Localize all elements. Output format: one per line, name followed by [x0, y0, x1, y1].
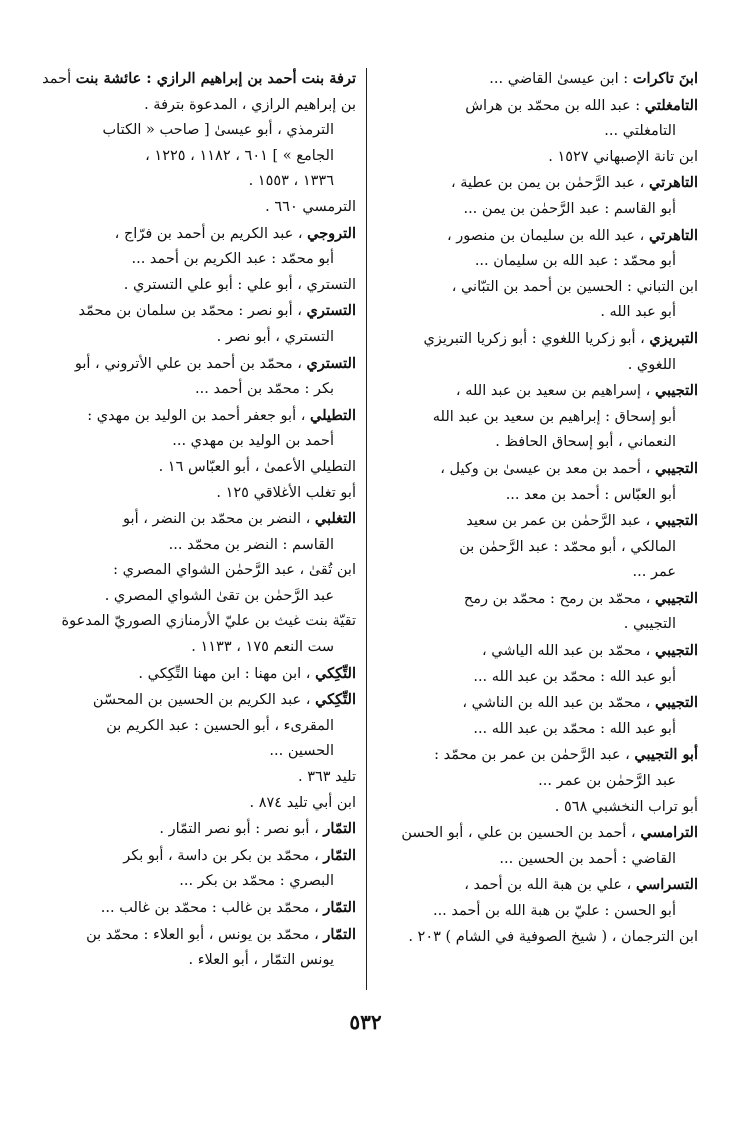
entry-text: ، محمّد بن أحمد بن علي الأتروني ، أبو: [74, 355, 302, 372]
entry-text: ، عبد الله بن سليمان بن منصور ،: [446, 227, 645, 244]
index-entry: [30, 195, 356, 221]
entry-heading: التاهرتي: [648, 174, 698, 192]
index-entry: [30, 558, 356, 609]
index-entry: [30, 298, 356, 350]
index-entry: [380, 326, 698, 378]
entry-heading: التطيلي: [310, 406, 356, 424]
entry-text: ، أبو نصر : محمّد بن سلمان بن محمّد: [78, 303, 302, 320]
entry-continuation: أبو عبد الله .: [600, 304, 676, 321]
index-entry: [30, 481, 356, 507]
column-divider: [366, 68, 367, 990]
index-entry: [30, 506, 356, 558]
entry-heading: الترامسي: [640, 824, 698, 842]
entry-text: الترمسي ٦٦٠ .: [265, 198, 356, 215]
entry-text: ، محمّد بن غالب : محمّد بن غالب ...: [100, 900, 319, 916]
entry-text: ، أبو نصر : أبو نصر التمّار .: [159, 821, 319, 838]
entry-heading: ترفة بنت أحمد بن إبراهيم الرازي : عائشة بنت: [75, 70, 356, 87]
entry-text: ، محمّد بن يونس ، أبو العلاء : محمّد بن: [86, 926, 319, 943]
entry-continuation: القاضي : أحمد بن الحسين ...: [499, 850, 676, 867]
entry-text: ، عبد الكريم بن أحمد بن فرّاج ،: [114, 225, 303, 242]
index-entry: [30, 843, 356, 895]
index-entry: [30, 609, 356, 660]
entry-heading: التستري: [306, 302, 356, 320]
entry-text: أحمد بن إبراهيم الرازي ، المدعوة بترفة .: [42, 71, 356, 113]
entry-text: ، عبد الرَّحمٰن بن يمن بن عطية ،: [450, 175, 645, 192]
index-entry: [30, 922, 356, 974]
index-entry: [380, 275, 698, 326]
entry-heading: التمّار: [323, 846, 356, 864]
index-entry: [30, 765, 356, 791]
entry-text: ، عبد الكريم بن الحسين بن المحسّن: [92, 692, 311, 709]
index-entry: [30, 351, 356, 403]
entry-text: تليد ٣٦٣ .: [297, 769, 356, 786]
page-number: ٥٣٢: [349, 1010, 382, 1034]
entry-heading: التجيبي: [654, 642, 698, 660]
entry-heading: التجيبي: [654, 459, 698, 477]
entry-text: التستري ، أبو علي : أبو علي التستري .: [123, 276, 356, 293]
entry-continuation: عمر ...: [632, 564, 676, 581]
index-entry: [30, 661, 356, 688]
index-entry: [380, 820, 698, 872]
entry-continuation: بكر : محمّد بن أحمد ...: [195, 381, 334, 398]
entry-heading: التجيبي: [654, 589, 698, 607]
index-entry: [30, 66, 356, 195]
entry-heading: التسراسي: [635, 876, 698, 894]
entry-continuation: أبو القاسم : عبد الرَّحمٰن بن يمن ...: [463, 200, 676, 217]
entry-heading: التجيبي: [654, 512, 698, 530]
entry-continuation: أحمد بن الوليد بن مهدي ...: [172, 433, 334, 450]
entry-text: ، علي بن هبة الله بن أحمد ،: [464, 877, 632, 894]
entry-text: ابن أبي تليد ٨٧٤ .: [249, 794, 356, 811]
entry-continuation: النعماني ، أبو إسحاق الحافظ .: [495, 434, 676, 451]
left-column: [30, 66, 356, 974]
entry-text: ، النضر بن محمّد بن النضر ، أبو: [123, 511, 311, 528]
index-entry: [380, 508, 698, 586]
entry-text: : عبد الله بن محمّد بن هراش: [465, 97, 641, 114]
index-entry: [380, 690, 698, 742]
entry-text: ابن الترجمان ، ( شيخ الصوفية في الشام ) ٢٠٣ .: [408, 928, 698, 945]
entry-heading: التاهرتي: [648, 226, 698, 244]
entry-heading: التجيبي: [654, 694, 698, 712]
entry-continuation: أبو عبد الله : محمّد بن عبد الله ...: [473, 720, 676, 737]
index-entry: [30, 403, 356, 455]
entry-text: أبو تغلب الأغلاقي ١٢٥ .: [216, 484, 356, 501]
entry-text: ، أبو جعفر أحمد بن الوليد بن مهدي :: [87, 407, 306, 424]
index-entry: [380, 145, 698, 171]
entry-continuation: أبو العبّاس : أحمد بن معد ...: [505, 486, 676, 503]
entry-text: : ابن عيسىٰ القاضي ...: [489, 71, 629, 87]
entry-continuation: أبو عبد الله : محمّد بن عبد الله ...: [473, 668, 676, 685]
entry-text: ، محمّد بن رمح : محمّد بن رمح: [463, 590, 651, 607]
entry-heading: التستري: [306, 354, 356, 372]
entry-heading: التمّار: [323, 925, 356, 943]
entry-text: ، أبو زكريا اللغوي : أبو زكريا التبريزي: [423, 330, 645, 347]
entry-continuation: الجامع » ] ٦٠١ ، ١١٨٢ ، ١٢٢٥ ،: [145, 147, 334, 164]
index-entry: [30, 273, 356, 299]
entry-text: ، عبد الرَّحمٰن بن عمر بن محمّد :: [434, 747, 630, 764]
entry-heading: التمّار: [323, 899, 356, 916]
entry-text: ، محمّد بن عبد الله الياشي ،: [482, 643, 651, 660]
entry-heading: التروجي: [307, 224, 356, 242]
entry-text: ابن تُقىٰ ، عبد الرَّحمٰن الشواي المصري :: [113, 562, 356, 579]
entry-text: التطيلي الأعمىٰ ، أبو العبّاس ١٦ .: [158, 458, 356, 475]
index-entry: [380, 456, 698, 508]
index-entry: [30, 791, 356, 817]
index-entry: [380, 378, 698, 456]
right-column: [380, 66, 698, 950]
entry-text: ابن تانة الإصبهاني ١٥٢٧ .: [548, 148, 698, 165]
entry-heading: التامغلتي: [644, 96, 698, 114]
entry-text: ، أحمد بن معد بن عيسىٰ بن وكيل ،: [440, 460, 651, 477]
entry-continuation: ١٣٣٦ ، ١٥٥٣ .: [248, 173, 334, 190]
entry-heading: ابنَ تاكرات: [632, 70, 698, 87]
index-entry: [380, 223, 698, 275]
entry-text: ، عبد الرَّحمٰن بن عمر بن سعيد: [466, 513, 651, 530]
entry-text: ، إسراهيم بن سعيد بن عبد الله ،: [455, 383, 651, 400]
entry-text: ، أحمد بن الحسين بن علي ، أبو الحسن: [401, 825, 636, 842]
entry-text: ، محمّد بن بكر بن داسة ، أبو بكر: [123, 847, 319, 864]
entry-heading: التبريزي: [649, 329, 698, 347]
entry-continuation: أبو محمّد : عبد الكريم بن أحمد ...: [131, 251, 334, 268]
entry-continuation: أبو الحسن : عليّ بن هبة الله بن أحمد ...: [432, 903, 676, 919]
entry-text: ، محمّد بن عبد الله بن الناشي ،: [462, 695, 651, 712]
entry-text: تقيّة بنت غيث بن عليّ الأرمنازي الصوريّ المدعوة: [61, 613, 356, 630]
index-entry: [380, 795, 698, 821]
entry-heading: التمّار: [323, 820, 356, 838]
entry-continuation: الترمذي ، أبو عيسىٰ [ صاحب « الكتاب: [102, 122, 334, 139]
entry-text: ، ابن مهنا : ابن مهنا التِّكِكي .: [138, 665, 311, 682]
entry-continuation: التجيبي .: [623, 616, 676, 633]
index-entry: [380, 170, 698, 222]
entry-continuation: الحسين ...: [269, 743, 334, 760]
entry-continuation: أبو محمّد : عبد الله بن سليمان ...: [474, 253, 676, 270]
index-entry: [380, 925, 698, 951]
index-entry: [380, 93, 698, 145]
entry-continuation: عبد الرَّحمٰن بن تقىٰ الشواي المصري .: [104, 587, 334, 604]
entry-text: ابن التباني : الحسين بن أحمد بن التبّاني ،: [451, 278, 698, 295]
entry-continuation: القاسم : النضر بن محمّد ...: [168, 536, 334, 553]
index-entry: [30, 455, 356, 481]
entry-continuation: اللغوي .: [627, 356, 676, 373]
entry-continuation: ست النعم ١٧٥ ، ١١٣٣ .: [191, 639, 334, 656]
entry-text: أبو تراب النخشبي ٥٦٨ .: [554, 798, 698, 815]
entry-heading: التِّكِكي: [315, 664, 356, 682]
index-entry: [30, 895, 356, 922]
index-entry: [380, 742, 698, 794]
index-entry: [380, 586, 698, 638]
entry-heading: التجيبي: [654, 382, 698, 400]
entry-heading: التِّكِكي: [315, 691, 356, 709]
entry-heading: التغلبي: [314, 510, 356, 528]
entry-continuation: عبد الرَّحمٰن بن عمر ...: [538, 773, 676, 790]
entry-continuation: التامغلتي ...: [604, 123, 676, 140]
index-entry: [30, 816, 356, 843]
entry-continuation: المقرىء ، أبو الحسين : عبد الكريم بن: [106, 717, 334, 734]
index-entry: [30, 221, 356, 273]
entry-continuation: يونس التمّار ، أبو العلاء .: [188, 952, 334, 969]
entry-continuation: البصري : محمّد بن بكر ...: [179, 873, 334, 890]
index-entry: [380, 872, 698, 924]
entry-continuation: أبو إسحاق : إبراهيم بن سعيد بن عبد الله: [432, 408, 676, 425]
index-entry: [30, 687, 356, 765]
index-entry: [380, 66, 698, 93]
entry-continuation: التستري ، أبو نصر .: [216, 328, 334, 345]
index-entry: [380, 638, 698, 690]
entry-heading: أبو التجيبي: [634, 746, 698, 764]
entry-continuation: المالكي ، أبو محمّد : عبد الرَّحمٰن بن: [459, 538, 676, 555]
